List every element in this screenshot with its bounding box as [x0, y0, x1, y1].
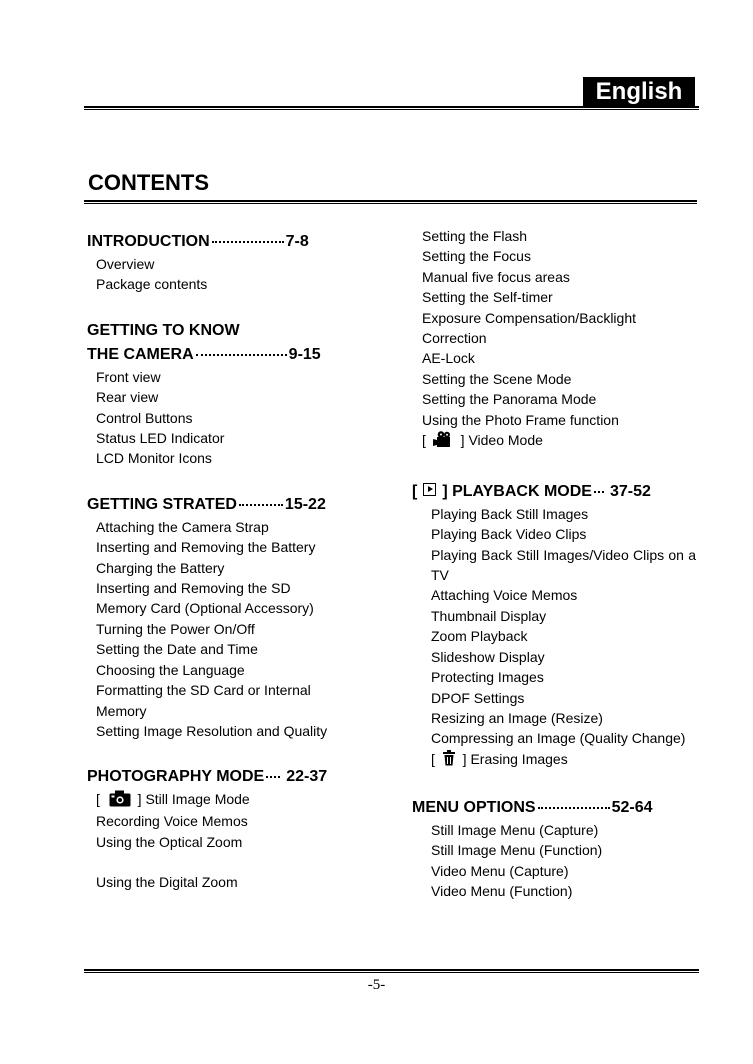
bracket-open: [: [96, 791, 100, 808]
toc-item-still-image-mode[interactable]: [87, 789, 347, 811]
toc-item[interactable]: Front view: [96, 368, 161, 385]
toc-item[interactable]: Formatting the SD Card or Internal: [96, 682, 311, 699]
toc-item[interactable]: Slideshow Display: [431, 648, 545, 665]
heading-label: PHOTOGRAPHY MODE: [87, 768, 265, 786]
video-camera-icon: [433, 431, 453, 448]
toc-item[interactable]: Inserting and Removing the Battery: [96, 539, 316, 556]
toc-item[interactable]: Resizing an Image (Resize): [431, 709, 603, 726]
heading-label: THE CAMERA: [87, 345, 194, 363]
spacer: [87, 295, 347, 319]
heading-label: MENU OPTIONS: [412, 799, 536, 817]
bracket-open: [: [431, 750, 435, 767]
toc-item[interactable]: Video Menu (Function): [431, 883, 573, 900]
dot-leader: [212, 241, 284, 243]
toc-item[interactable]: Turning the Power On/Off: [96, 620, 255, 637]
bracket-open: [: [412, 482, 418, 500]
toc-item[interactable]: Attaching Voice Memos: [431, 587, 578, 604]
trash-icon: [442, 750, 456, 766]
toc-item[interactable]: Rear view: [96, 389, 159, 406]
toc-item[interactable]: Protecting Images: [431, 669, 544, 686]
toc-heading-the-camera[interactable]: [87, 343, 347, 367]
toc-item[interactable]: Playing Back Still Images: [431, 505, 589, 522]
toc-right-column: [412, 226, 697, 902]
heading-label: ] PLAYBACK MODE: [442, 482, 592, 500]
toc-item[interactable]: Control Buttons: [96, 409, 193, 426]
heading-pages: 52-64: [611, 799, 653, 817]
toc-item[interactable]: Setting the Self-timer: [422, 289, 553, 306]
heading-pages: 22-37: [286, 768, 328, 786]
toc-heading-menu-options[interactable]: [412, 796, 697, 820]
toc-item[interactable]: Memory Card (Optional Accessory): [96, 600, 314, 617]
toc-item[interactable]: Using the Optical Zoom: [96, 833, 243, 850]
toc-heading-getting-to-know[interactable]: GETTING TO KNOW: [87, 321, 240, 339]
item-label: ] Still Image Mode: [137, 791, 250, 808]
dot-leader: [266, 776, 280, 778]
toc-item[interactable]: Manual five focus areas: [422, 268, 570, 285]
toc-item-erasing-images[interactable]: [412, 749, 697, 770]
spacer: [87, 852, 347, 872]
toc-item[interactable]: Video Menu (Capture): [431, 862, 569, 879]
toc-heading-getting-started[interactable]: [87, 493, 347, 517]
camera-icon: [109, 790, 131, 807]
toc-item[interactable]: Memory: [96, 702, 147, 719]
toc-item[interactable]: Choosing the Language: [96, 661, 245, 678]
toc-item[interactable]: AE-Lock: [422, 350, 475, 367]
toc-item[interactable]: Exposure Compensation/Backlight: [422, 309, 637, 326]
heading-pages: 15-22: [284, 495, 326, 513]
toc-item[interactable]: Inserting and Removing the SD: [96, 580, 291, 597]
toc-item[interactable]: DPOF Settings: [431, 689, 525, 706]
toc-item[interactable]: Correction: [422, 330, 487, 347]
spacer: [87, 469, 347, 493]
playback-icon: [423, 483, 436, 496]
toc-item[interactable]: Attaching the Camera Strap: [96, 518, 269, 535]
heading-pages: 7-8: [285, 233, 309, 250]
spacer: [412, 452, 697, 480]
toc-item[interactable]: Setting the Panorama Mode: [422, 391, 597, 408]
toc-left-column: [87, 230, 347, 893]
toc-item[interactable]: Using the Digital Zoom: [96, 874, 238, 891]
toc-item-video-mode[interactable]: [412, 430, 697, 452]
language-badge: English: [583, 77, 695, 106]
toc-item[interactable]: Zoom Playback: [431, 628, 528, 645]
toc-item[interactable]: Recording Voice Memos: [96, 813, 248, 830]
page-number: -5-: [367, 977, 386, 993]
toc-heading-introduction[interactable]: [87, 230, 347, 254]
bracket-open: [: [422, 432, 426, 449]
footer-rule: [84, 969, 699, 973]
toc-item[interactable]: Thumbnail Display: [431, 607, 547, 624]
toc-item[interactable]: Compressing an Image (Quality Change): [431, 730, 686, 747]
toc-item[interactable]: Setting the Focus: [422, 248, 531, 265]
toc-item[interactable]: Setting the Date and Time: [96, 641, 258, 658]
toc-item[interactable]: Status LED Indicator: [96, 430, 225, 447]
spacer: [87, 741, 347, 765]
page-title: CONTENTS: [88, 170, 209, 195]
spacer: [412, 770, 697, 796]
toc-item[interactable]: Playing Back Still Images/Video Clips on a TV: [431, 546, 696, 584]
toc-item[interactable]: Still Image Menu (Function): [431, 842, 603, 859]
toc-item[interactable]: Setting Image Resolution and Quality: [96, 722, 328, 739]
toc-item[interactable]: Setting the Flash: [422, 228, 528, 244]
dot-leader: [196, 354, 287, 356]
title-rule: [84, 200, 697, 204]
toc-item[interactable]: Using the Photo Frame function: [422, 411, 619, 428]
dot-leader: [239, 504, 283, 506]
toc-item[interactable]: Overview: [96, 256, 155, 272]
item-label: ] Video Mode: [460, 432, 543, 449]
heading-label: INTRODUCTION: [87, 233, 210, 250]
toc-item[interactable]: Still Image Menu (Capture): [431, 822, 599, 839]
header-rule: [84, 106, 699, 110]
toc-item[interactable]: Package contents: [96, 276, 208, 293]
toc-item[interactable]: Setting the Scene Mode: [422, 370, 572, 387]
toc-heading-playback[interactable]: [412, 480, 697, 504]
toc-item[interactable]: LCD Monitor Icons: [96, 450, 212, 467]
toc-item[interactable]: Charging the Battery: [96, 559, 225, 576]
heading-label: GETTING STRATED: [87, 495, 237, 513]
heading-pages: 9-15: [288, 345, 321, 363]
heading-pages: 37-52: [609, 482, 651, 500]
item-label: ] Erasing Images: [462, 750, 568, 767]
toc-item[interactable]: Playing Back Video Clips: [431, 526, 587, 543]
dot-leader: [594, 491, 604, 493]
toc-heading-photography[interactable]: [87, 765, 347, 789]
dot-leader: [538, 807, 610, 809]
